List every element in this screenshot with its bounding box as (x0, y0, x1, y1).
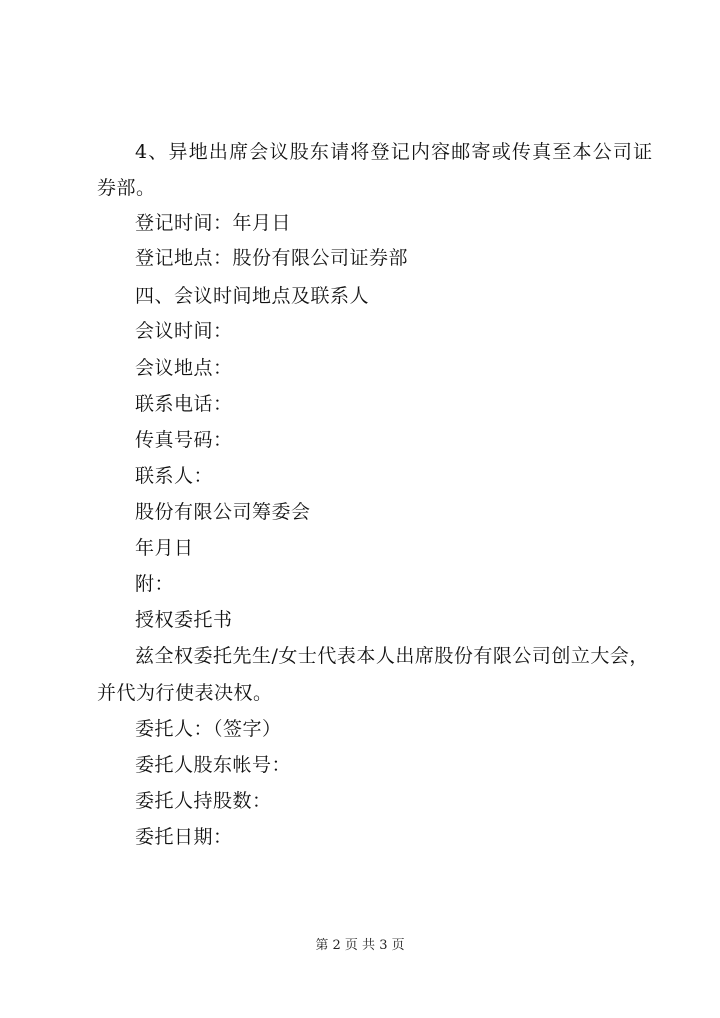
proxy-statement: 兹全权委托先生/女士代表本人出席股份有限公司创立大会， (135, 645, 649, 667)
paragraph-registration-note-cont: 券部。 (97, 177, 156, 199)
registration-time: 登记时间：年月日 (135, 212, 292, 234)
principal-signature: 委托人：（签字） (135, 718, 282, 740)
fax-number: 传真号码： (135, 429, 233, 451)
issue-date: 年月日 (135, 537, 194, 559)
proxy-form-title: 授权委托书 (135, 609, 233, 631)
principal-shares: 委托人持股数： (135, 790, 272, 812)
meeting-place: 会议地点： (135, 357, 233, 379)
meeting-time: 会议时间： (135, 320, 233, 342)
section-heading-meeting-info: 四、会议时间地点及联系人 (135, 285, 370, 307)
proxy-statement-cont: 并代为行使表决权。 (97, 682, 273, 704)
issuer-name: 股份有限公司筹委会 (135, 501, 311, 523)
registration-place: 登记地点：股份有限公司证券部 (135, 247, 409, 269)
contact-phone: 联系电话： (135, 393, 233, 415)
attachment-label: 附： (135, 573, 175, 595)
page-number-footer: 第 2 页 共 3 页 (315, 938, 405, 953)
contact-person: 联系人： (135, 465, 214, 487)
principal-account: 委托人股东帐号： (135, 754, 292, 776)
proxy-date: 委托日期： (135, 826, 233, 848)
paragraph-registration-note: 4、异地出席会议股东请将登记内容邮寄或传真至本公司证 (135, 141, 654, 163)
